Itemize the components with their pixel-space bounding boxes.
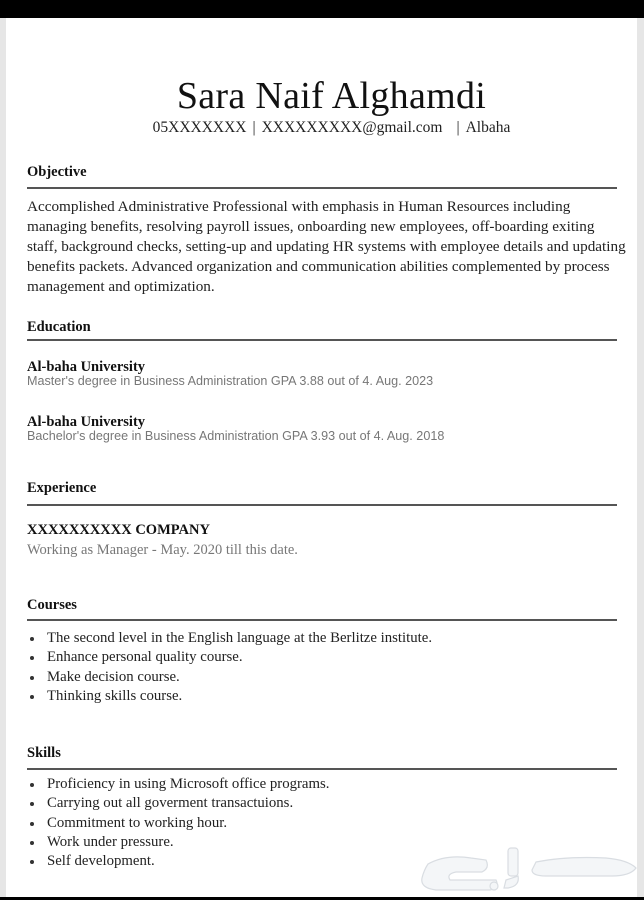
separator: |: [456, 119, 460, 136]
experience-company: XXXXXXXXXX COMPANY: [27, 522, 210, 538]
skill-text: Work under pressure.: [47, 833, 174, 850]
location: Albaha: [465, 119, 511, 136]
section-title-skills: Skills: [27, 745, 61, 761]
skill-item: [27, 833, 329, 852]
education-detail: Bachelor's degree in Business Administration GPA 3.93 out of 4. Aug. 2018: [27, 429, 445, 443]
skill-item: [27, 775, 329, 794]
section-divider: [27, 504, 617, 506]
bullet-icon: [30, 783, 34, 787]
separator: |: [252, 119, 256, 136]
section-title-courses: Courses: [27, 597, 77, 613]
education-school: Al-baha University: [27, 359, 146, 375]
experience-role: Working as Manager - May. 2020 till this date.: [27, 542, 298, 558]
section-divider: [27, 768, 617, 770]
bullet-icon: [30, 822, 34, 826]
education-detail: Master's degree in Business Administration GPA 3.88 out of 4. Aug. 2023: [27, 374, 434, 388]
skill-text: Proficiency in using Microsoft office programs.: [47, 776, 330, 792]
candidate-name: Sara Naif Alghamdi: [176, 75, 487, 117]
course-item: [27, 629, 432, 648]
section-title-education: Education: [27, 319, 91, 335]
course-item: [27, 668, 432, 687]
course-text: Enhance personal quality course.: [47, 649, 243, 666]
section-divider: [27, 339, 617, 341]
page-frame: [0, 18, 644, 897]
skill-text: Carrying out all goverment transactuions.: [47, 795, 294, 812]
objective-text: Accomplished Administrative Professional with emphasis in Human Resources including managing benefits, resolving payroll issues, onboarding new employees, off-boarding exiting staff, background checks, setting-up and updating HR systems with employee details and updating benefits packets. Advanced organization and communication abilities complemented by process management and optimization.: [27, 198, 626, 295]
course-text: Make decision course.: [47, 668, 180, 685]
course-text: The second level in the English language at the Berlitze institute.: [47, 630, 433, 646]
haraj-logo-watermark-icon: [416, 846, 641, 896]
skill-item: [27, 814, 329, 833]
bullet-icon: [30, 695, 34, 699]
email-address: XXXXXXXXX@gmail.com: [261, 119, 443, 136]
course-item: [27, 648, 432, 667]
phone-number: 05XXXXXXX: [152, 119, 247, 136]
section-title-objective: Objective: [27, 164, 87, 180]
course-text: Thinking skills course.: [47, 687, 183, 704]
bullet-icon: [30, 656, 34, 660]
skill-item: [27, 852, 329, 871]
section-title-experience: Experience: [27, 480, 97, 496]
resume-sheet: [6, 18, 637, 897]
section-divider: [27, 619, 617, 621]
courses-list: [27, 629, 432, 706]
skills-list: [27, 775, 329, 871]
bullet-icon: [30, 676, 34, 680]
skill-text: Self development.: [47, 853, 155, 870]
skill-text: Commitment to working hour.: [47, 814, 228, 831]
education-school: Al-baha University: [27, 414, 146, 430]
bullet-icon: [30, 637, 34, 641]
contact-line: [6, 119, 637, 137]
course-item: [27, 687, 432, 706]
bullet-icon: [30, 841, 34, 845]
skill-item: [27, 794, 329, 813]
bullet-icon: [30, 860, 34, 864]
section-divider: [27, 187, 617, 189]
bullet-icon: [30, 802, 34, 806]
